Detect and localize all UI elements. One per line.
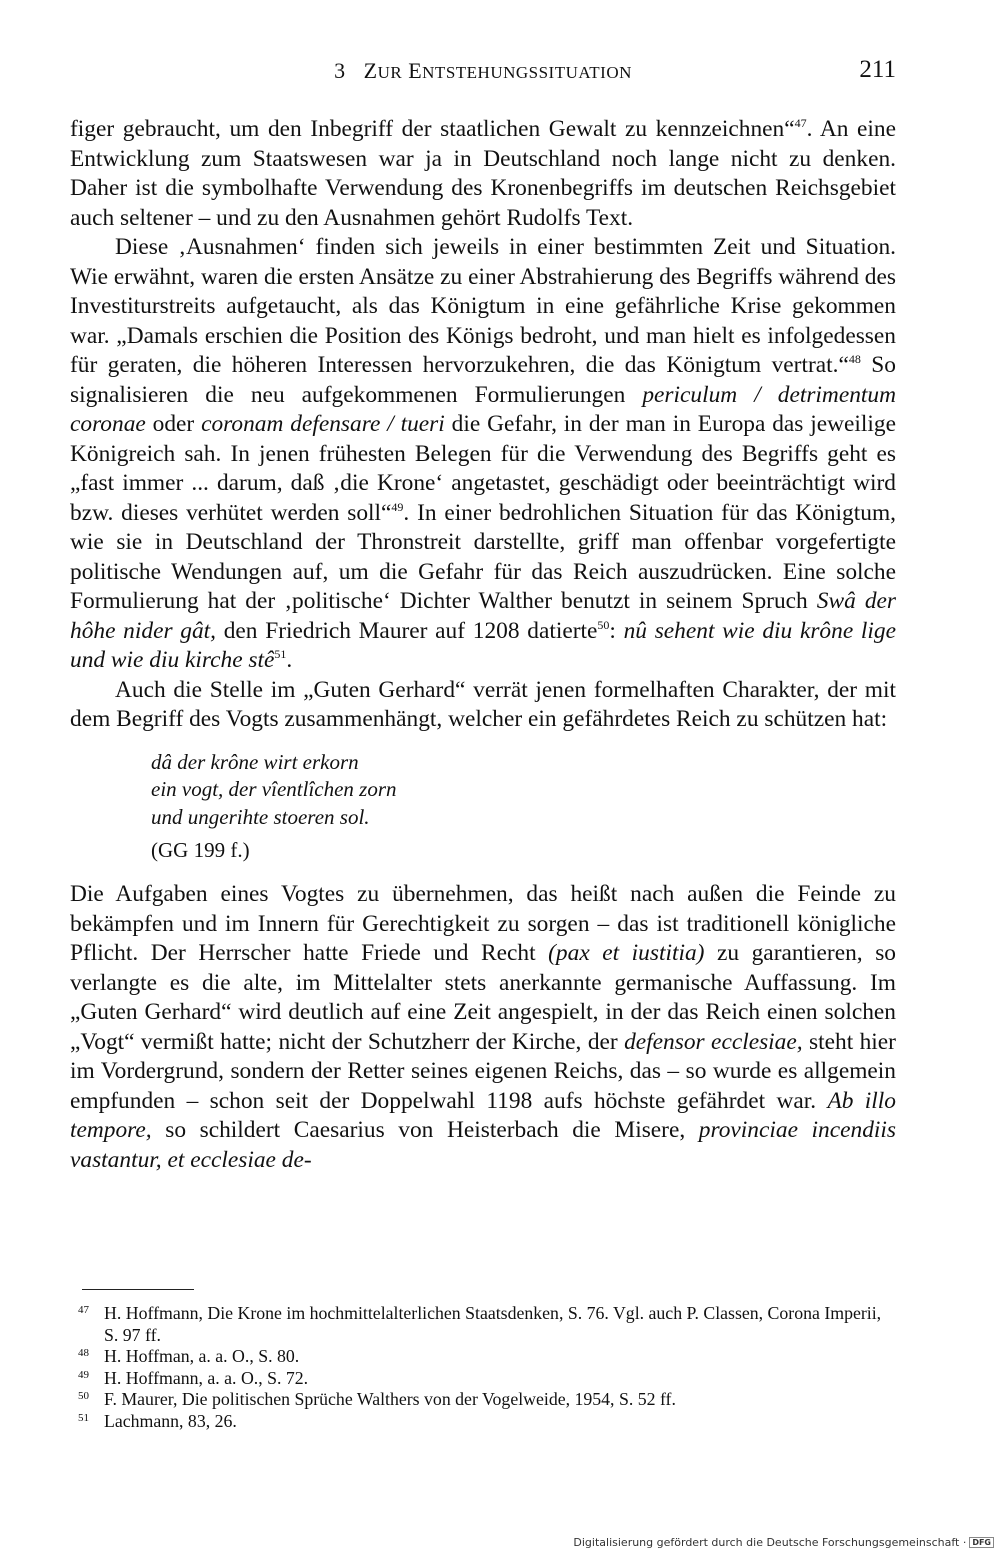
- title-initial: Z: [363, 58, 378, 83]
- verse-line: und ungerihte stoeren sol.: [151, 804, 370, 829]
- chapter-title: [70, 58, 896, 84]
- chapter-number: 3: [334, 58, 346, 83]
- footnotes: [78, 1303, 896, 1432]
- text-run: figer gebraucht, um den Inbegriff der staatlichen Gewalt zu kennzeichnen“: [70, 116, 795, 142]
- text-run: die Gefahr, in der man in Europa das jeweilige Königreich sah. In jenen frühesten Belegen für die Verwendung des Begriffs geht es „fast immer ... darum, daß ‚die Krone‘ angetastet, geschädigt oder beeinträchtigt wird bzw. dieses verhütet werden soll“: [70, 411, 896, 526]
- text-run: zu garantieren, so verlangte es die alte, im Mittelalter stets anerkannte germanische Auffassung. Im „Guten Gerhard“ wird deutlich auf eine Zeit angespielt, in der das Reich einen solchen „Vogt“ vermißt hatte; nicht der Schutzherr der Kirche, der: [70, 940, 896, 1055]
- footnote: [78, 1346, 896, 1368]
- main-text: [70, 115, 896, 1175]
- verse-line: ein vogt, der vîentlîchen zorn: [151, 777, 397, 801]
- footnote-rule: [82, 1289, 194, 1290]
- italic-text: defensor ecclesiae,: [624, 1028, 803, 1055]
- text-run: Diese ‚Ausnahmen‘ finden sich jeweils in einer bestimmten Zeit und Situation. Wie erwähnt, waren die ersten Ansätze zu einer Abstrahierung des Begriffs während des Investiturstreits aufgetaucht, als das Königtum in eine gefährliche Krise gekommen war. „Damals erschien die Position des Königs bedroht, und man hielt es infolgedessen für geraten, die höheren Interessen hervorzukehren, die das Königtum vertrat.“: [70, 234, 896, 378]
- credit-text: Digitalisierung gefördert durch die Deutsche Forschungsgemeinschaft ·: [573, 1536, 967, 1549]
- text-run: So signalisieren die neu aufgekommenen Formulierungen: [70, 352, 896, 408]
- verse-reference: (GG 199 f.): [151, 838, 250, 862]
- italic-text: coronam defensare / tueri: [201, 411, 445, 437]
- text-run: oder: [145, 411, 202, 437]
- footnote: [78, 1411, 896, 1433]
- italic-text: provinciae incendiis vastantur, et ecclesiae de-: [70, 1117, 896, 1173]
- text-run: :: [609, 617, 624, 644]
- footnote-number: 47: [78, 1304, 89, 1316]
- verse-quote: [151, 749, 896, 832]
- italic-text: nû sehent wie diu krône lige und wie diu kirche stê: [70, 617, 896, 673]
- italic-text: (pax et iustitia): [548, 940, 705, 966]
- footnote-number: 49: [78, 1368, 89, 1381]
- footnote-text: Lachmann, 83, 26.: [104, 1410, 237, 1431]
- text-run: so schildert Caesarius von Heisterbach die Misere,: [151, 1117, 699, 1143]
- dfg-logo: DFG: [969, 1537, 994, 1548]
- text-run: steht hier im Vordergrund, sondern der Retter seines eigenen Reichs, das – so wurde es allgemein empfunden – schon seit der Doppelwahl 1198 aufs höchste gefährdet war.: [70, 1028, 896, 1114]
- footnote-ref: 48: [848, 352, 861, 366]
- footnote-ref: 49: [391, 499, 404, 514]
- text-run: .: [286, 647, 293, 673]
- text-run: Die Aufgaben eines Vogtes zu übernehmen, das heißt nach außen die Feinde zu bekämpfen und im Innern für Gerechtigkeit zu sorgen – das ist traditionell königliche Pflicht. Der Herrscher hatte Friede und Recht: [70, 881, 896, 966]
- running-header: [70, 58, 896, 92]
- footnote-number: 51: [78, 1411, 89, 1424]
- footnote-number: 50: [78, 1390, 89, 1402]
- italic-text: periculum / detrimentum coronae: [70, 381, 896, 437]
- text-run: . In einer bedrohlichen Situation für das Königtum, wie sie in Deutschland der Thronstreit darstellte, griff man offenbar vorgefertigte politische Wendungen auf, um die Gefahr für das Reich auszudrücken. Eine solche Formulierung hat der ‚politische‘ Dichter Walther benutzt in seinem Spruch: [70, 499, 896, 614]
- title-word2-initial: E: [408, 58, 423, 83]
- footnote-text: H. Hoffmann, a. a. O., S. 72.: [104, 1367, 309, 1388]
- footnote-text: H. Hoffmann, Die Krone im hochmittelalterlichen Staatsdenken, S. 76. Vgl. auch P. Classen, Corona Imperii, S. 97 ff.: [104, 1303, 882, 1345]
- footnote-text: H. Hoffman, a. a. O., S. 80.: [104, 1346, 300, 1366]
- digitization-credit: [573, 1536, 994, 1549]
- page-number: 211: [859, 56, 896, 83]
- footnote-ref: 47: [794, 116, 807, 130]
- footnote: [78, 1389, 896, 1411]
- text-run: den Friedrich Maurer auf 1208 datierte: [216, 617, 598, 644]
- title-rest: UR: [377, 63, 403, 82]
- verse-line: dâ der krône wirt erkorn: [151, 749, 359, 774]
- italic-text: Ab illo tempore,: [70, 1087, 896, 1143]
- footnote-number: 48: [78, 1347, 89, 1359]
- footnote: [78, 1368, 896, 1390]
- text-run: Auch die Stelle im „Guten Gerhard“ verrät jenen formelhaften Charakter, der mit dem Begriff des Vogts zusammenhängt, welcher ein gefährdetes Reich zu schützen hat:: [70, 676, 896, 732]
- footnote-text: F. Maurer, Die politischen Sprüche Walthers von der Vogelweide, 1954, S. 52 ff.: [104, 1389, 676, 1409]
- paragraph: [70, 233, 896, 676]
- footnote-ref: 51: [274, 647, 287, 661]
- closing-paragraph: [70, 880, 896, 1175]
- italic-text: Swâ der hôhe nider gât,: [70, 588, 896, 644]
- paragraphs: [70, 115, 896, 735]
- footnote-ref: 50: [597, 617, 610, 632]
- paragraph: [70, 115, 896, 233]
- title-word2-rest: NTSTEHUNGSSITUATION: [422, 63, 632, 82]
- paragraph: [70, 676, 896, 735]
- footnote: [78, 1303, 896, 1346]
- text-run: . An eine Entwicklung zum Staatswesen war ja in Deutschland noch lange nicht zu denken. Daher ist die symbolhafte Verwendung des Kronenbegriffs im deutschen Reichsgebiet auch seltener – und zu den Ausnahmen gehört Rudolfs Text.: [70, 116, 896, 231]
